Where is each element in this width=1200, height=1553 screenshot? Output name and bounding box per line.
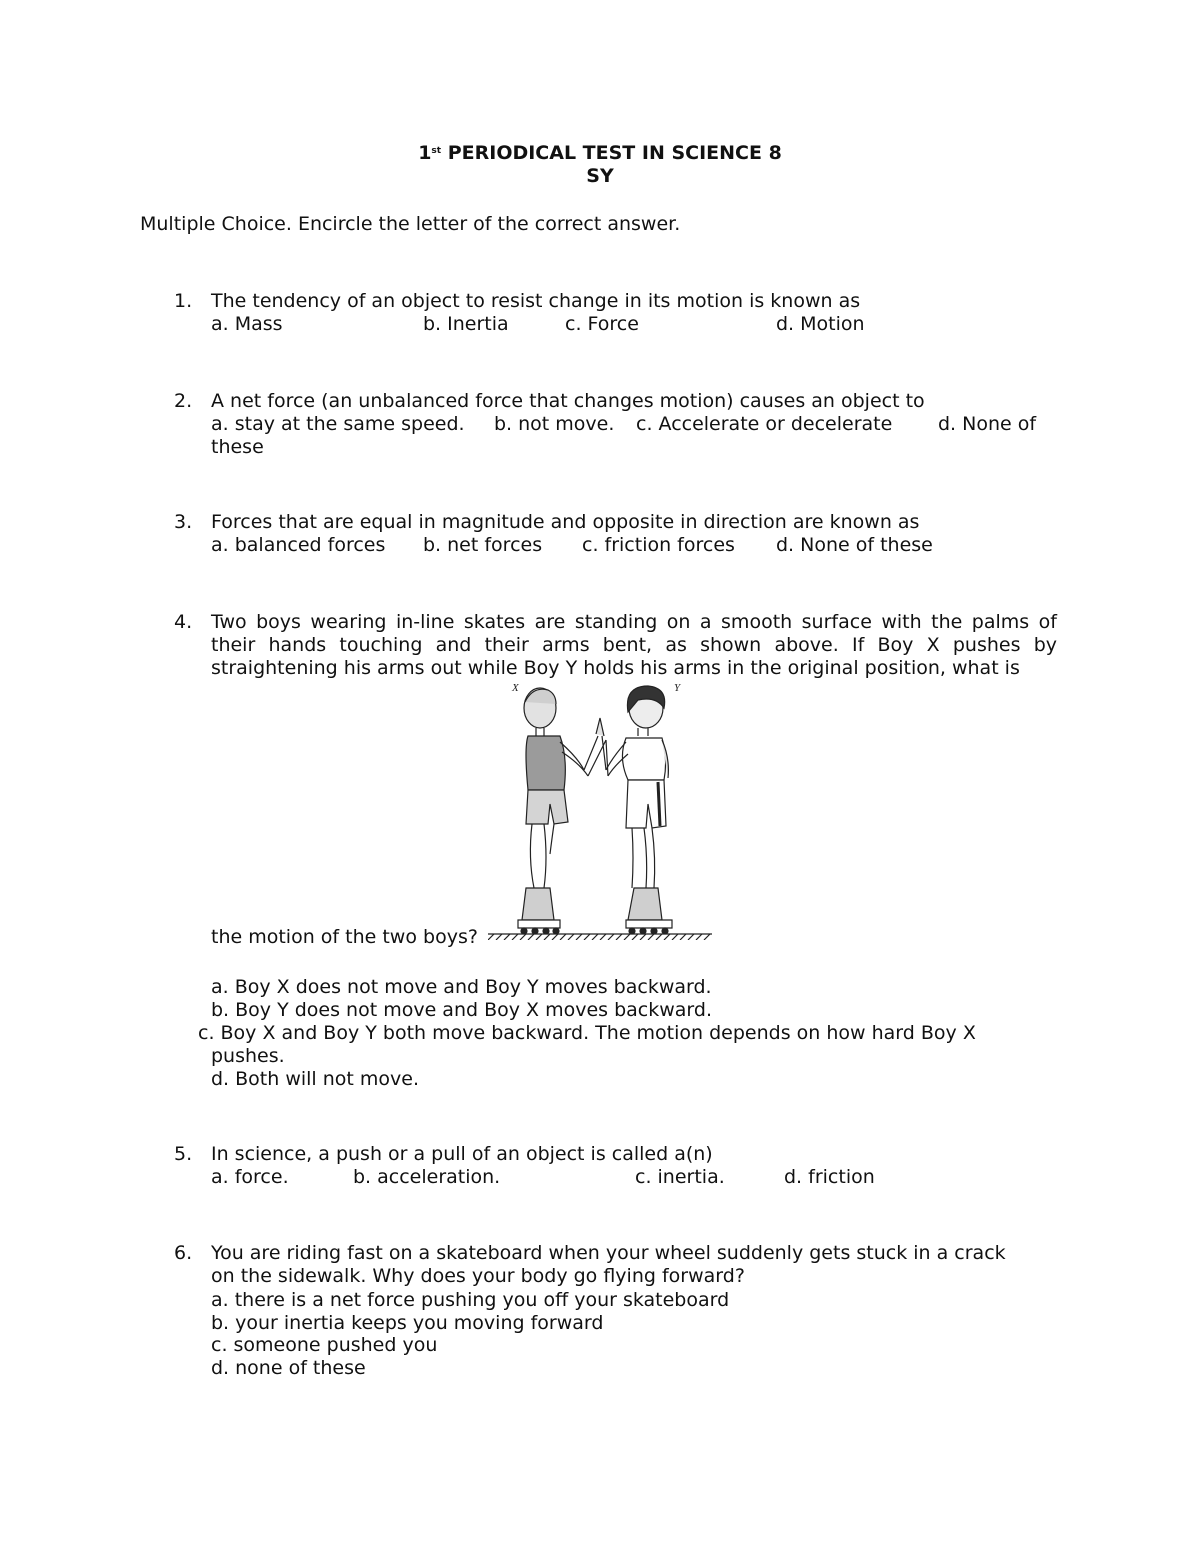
ground-line — [488, 934, 712, 940]
page-title — [0, 142, 1200, 165]
choice-a[interactable]: a. force. — [211, 1166, 289, 1188]
question-number: 4. — [174, 611, 193, 633]
choice-b[interactable]: b. acceleration. — [353, 1166, 501, 1188]
choice-c[interactable]: c. someone pushed you — [211, 1334, 438, 1356]
question-stem: A net force (an unbalanced force that changes motion) causes an object to — [211, 390, 925, 412]
boy-y-figure — [602, 686, 672, 934]
choice-d-continued: these — [211, 436, 264, 458]
choice-d[interactable]: d. None of these — [776, 534, 933, 556]
choice-a[interactable]: a. Mass — [211, 313, 283, 335]
figure-label-x: X — [512, 682, 519, 694]
question-number: 3. — [174, 511, 193, 533]
choice-a[interactable]: a. Boy X does not move and Boy Y moves backward. — [211, 976, 712, 998]
two-boys-skates-illustration — [488, 678, 714, 940]
title-ordinal-suffix: st — [431, 146, 442, 156]
question-number: 5. — [174, 1143, 193, 1165]
question-stem-line-1: Two boys wearing in-line skates are standing on a smooth surface with the palms of — [211, 611, 1057, 633]
figure-label-y: Y — [674, 682, 681, 694]
choice-c[interactable]: c. friction forces — [582, 534, 735, 556]
question-stem-end: the motion of the two boys? — [211, 926, 478, 948]
question-stem-line-2: their hands touching and their arms bent, as shown above. If Boy X pushes by — [211, 634, 1057, 656]
question-stem-line-3: straightening his arms out while Boy Y holds his arms in the original position, what is — [211, 657, 1020, 679]
question-stem: The tendency of an object to resist change in its motion is known as — [211, 290, 861, 312]
question-number: 1. — [174, 290, 193, 312]
choice-c[interactable]: c. inertia. — [635, 1166, 725, 1188]
choice-c-continued: pushes. — [211, 1045, 285, 1067]
question-stem-line-2: on the sidewalk. Why does your body go flying forward? — [211, 1265, 745, 1287]
question-number: 2. — [174, 390, 193, 412]
choice-b[interactable]: b. your inertia keeps you moving forward — [211, 1312, 604, 1334]
choice-c[interactable]: c. Boy X and Boy Y both move backward. The motion depends on how hard Boy X — [198, 1022, 976, 1044]
instructions: Multiple Choice. Encircle the letter of the correct answer. — [140, 213, 681, 235]
title-number: 1 — [418, 142, 432, 164]
choice-c[interactable]: c. Accelerate or decelerate — [636, 413, 893, 435]
title-text: PERIODICAL TEST IN SCIENCE 8 — [441, 142, 782, 164]
choice-b[interactable]: b. Inertia — [423, 313, 509, 335]
choice-b[interactable]: b. not move. — [494, 413, 615, 435]
question-number: 6. — [174, 1242, 193, 1264]
choice-a[interactable]: a. there is a net force pushing you off your skateboard — [211, 1289, 730, 1311]
choice-c[interactable]: c. Force — [565, 313, 639, 335]
choice-d[interactable]: d. Both will not move. — [211, 1068, 420, 1090]
page-subtitle: SY — [586, 165, 614, 187]
choice-a[interactable]: a. balanced forces — [211, 534, 386, 556]
choice-d[interactable]: d. none of these — [211, 1357, 366, 1379]
boy-x-figure — [518, 688, 606, 934]
choice-b[interactable]: b. Boy Y does not move and Boy X moves backward. — [211, 999, 713, 1021]
choice-d[interactable]: d. friction — [784, 1166, 875, 1188]
question-stem: In science, a push or a pull of an object is called a(n) — [211, 1143, 713, 1165]
question-stem-line-1: You are riding fast on a skateboard when your wheel suddenly gets stuck in a crack — [211, 1242, 1006, 1264]
choice-d[interactable]: d. Motion — [776, 313, 865, 335]
choice-a[interactable]: a. stay at the same speed. — [211, 413, 465, 435]
choice-b[interactable]: b. net forces — [423, 534, 543, 556]
question-stem: Forces that are equal in magnitude and opposite in direction are known as — [211, 511, 920, 533]
choice-d[interactable]: d. None of — [938, 413, 1037, 435]
